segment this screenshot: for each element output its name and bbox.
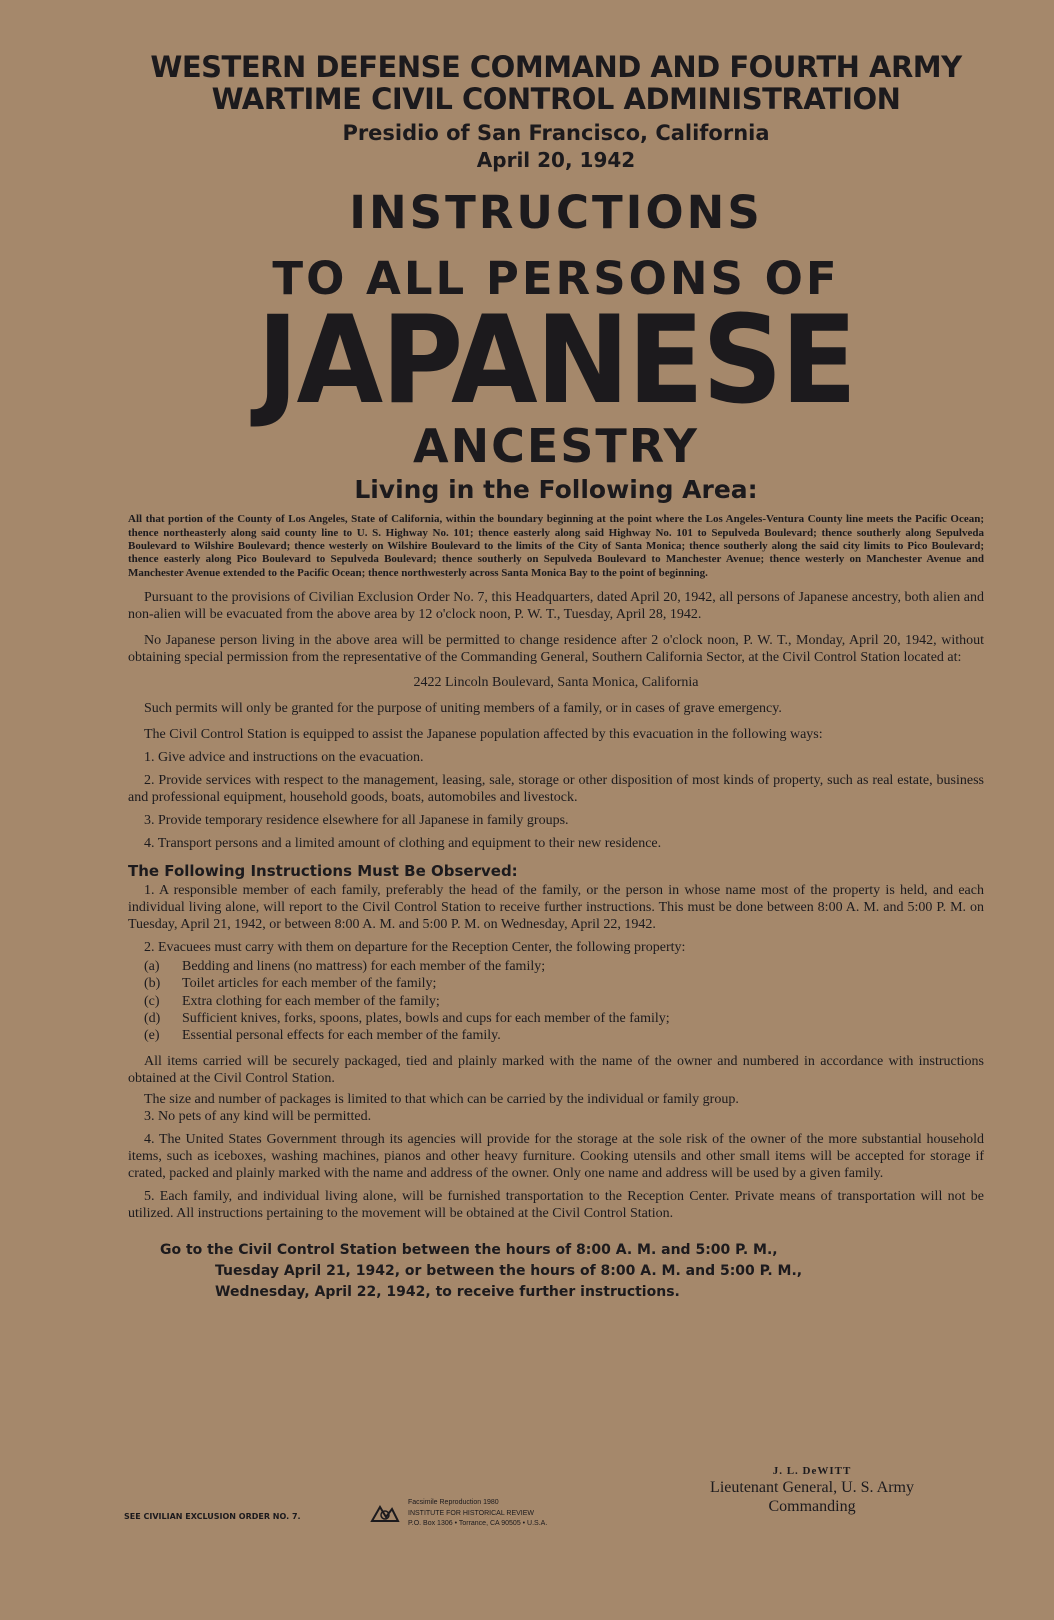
item-text: Sufficient knives, forks, spoons, plates, bowls and cups for each member of the family;: [182, 1010, 670, 1026]
ihr-logo-icon: [370, 1503, 400, 1525]
facsimile-address: P.O. Box 1306 • Torrance, CA 90505 • U.S.A.: [408, 1520, 548, 1527]
signature-rank: Lieutenant General, U. S. Army: [710, 1479, 914, 1497]
paragraph-station: The Civil Control Station is equipped to assist the Japanese population affected by this evacuation in the following ways:: [144, 726, 823, 742]
instruction-1: 1. A responsible member of each family, preferably the head of the family, or the person in whose name most of the property is held, and each individual living alone, will report to the Civil Control Station to receive further instructions. This must be done between 8:00 A. M. and 5:00 P. M. on Tuesday, April 21, 1942, or between 8:00 A. M. and 5:00 P. M. on Wednesday, April 22, 1942.: [128, 883, 984, 933]
item-key: (e): [144, 1027, 160, 1043]
header-command: WESTERN DEFENSE COMMAND AND FOURTH ARMY: [150, 50, 962, 84]
paragraph-evacuation: Pursuant to the provisions of Civilian Exclusion Order No. 7, this Headquarters, dated April 20, 1942, all persons of Japanese ancestry, both alien and non-alien will be evacuated from the above area by 12 o'clock noon, P. W. T., Tuesday, April 28, 1942.: [128, 590, 984, 623]
instructions-heading: The Following Instructions Must Be Observed:: [128, 862, 518, 881]
signature-name: J. L. DeWITT: [772, 1465, 852, 1477]
way-item: 4. Transport persons and a limited amount of clothing and equipment to their new residence.: [144, 836, 662, 851]
title-living: Living in the Following Area:: [354, 474, 758, 504]
list-item: [144, 1010, 984, 1027]
facsimile-credit: [370, 1498, 547, 1530]
item-text: Toilet articles for each member of the family;: [182, 976, 437, 992]
instruction-2: 2. Evacuees must carry with them on departure for the Reception Center, the following property:: [144, 940, 686, 956]
closing-line: Go to the Civil Control Station between the hours of 8:00 A. M. and 5:00 P. M.,: [160, 1242, 778, 1259]
title-ancestry: ANCESTRY: [412, 419, 699, 474]
facsimile-year: Facsimile Reproduction 1980: [408, 1499, 499, 1506]
item-key: (c): [144, 993, 160, 1009]
signature-block: [710, 1465, 914, 1517]
closing-instructions: [160, 1240, 984, 1303]
item-key: (b): [144, 976, 161, 992]
item-text: Essential personal effects for each member of the family.: [182, 1027, 501, 1043]
station-address: 2422 Lincoln Boulevard, Santa Monica, California: [413, 674, 699, 690]
facsimile-institute: INSTITUTE FOR HISTORICAL REVIEW: [408, 1509, 535, 1517]
list-item: [144, 958, 984, 975]
item-key: (d): [144, 1010, 161, 1026]
way-item: 3. Provide temporary residence elsewhere for all Japanese in family groups.: [144, 812, 569, 828]
title-instructions: INSTRUCTIONS: [349, 185, 763, 239]
way-item: 1. Give advice and instructions on the evacuation.: [144, 749, 424, 765]
paragraph-package-limit: The size and number of packages is limited to that which can be carried by the individual or family group.: [144, 1091, 739, 1107]
header-date: April 20, 1942: [476, 147, 636, 172]
list-item: [144, 993, 984, 1010]
exclusion-order-reference: SEE CIVILIAN EXCLUSION ORDER NO. 7.: [124, 1512, 301, 1521]
closing-line: Tuesday April 21, 1942, or between the hours of 8:00 A. M. and 5:00 P. M.,: [215, 1263, 803, 1280]
item-text: Extra clothing for each member of the family;: [182, 993, 440, 1009]
header-administration: WARTIME CIVIL CONTROL ADMINISTRATION: [211, 81, 901, 116]
list-item: [144, 975, 984, 992]
list-item: [144, 1027, 984, 1044]
area-description: All that portion of the County of Los Angeles, State of California, within the boundary beginning at the point where the Los Angeles-Ventura County line meets the Pacific Ocean; thence northeasterly along said county line to U. S. Highway No. 101; thence easterly along said Highway No. 101 to Sepulveda Boulevard; thence southerly along Sepulveda Boulevard to Wilshire Boulevard; thence westerly on Wilshire Boulevard to the limits of the City of Santa Monica; thence southerly along the said city limits to Pico Boulevard; thence easterly along Pico Boulevard to Sepulveda Boulevard; thence southerly on Sepulveda Boulevard to Manchester Avenue; thence westerly on Manchester Avenue and Manchester Avenue extended to the Pacific Ocean; thence northwesterly across Santa Monica Bay to the point of beginning.: [128, 513, 984, 579]
instruction-3: 3. No pets of any kind will be permitted.: [144, 1109, 372, 1125]
title-to-all: TO ALL PERSONS OF: [272, 252, 840, 306]
property-list: [144, 958, 984, 1043]
closing-line: Wednesday, April 22, 1942, to receive further instructions.: [215, 1284, 680, 1301]
title-japanese: JAPANESE: [256, 290, 856, 432]
signature-role: Commanding: [768, 1498, 856, 1516]
paragraph-permits: Such permits will only be granted for the purpose of uniting members of a family, or in cases of grave emergency.: [144, 700, 782, 716]
way-item: 2. Provide services with respect to the management, leasing, sale, storage or other disposition of most kinds of property, such as real estate, business and professional equipment, household goods, boats, automobiles and livestock.: [128, 772, 984, 805]
header-location: Presidio of San Francisco, California: [342, 120, 770, 145]
instruction-4: 4. The United States Government through its agencies will provide for the storage at the sole risk of the owner of the more substantial household items, such as iceboxes, washing machines, pianos and other heavy furniture. Cooking utensils and other small items will be accepted for storage if crated, packed and plainly marked with the name and address of the owner. Only one name and address will be used by a given family.: [128, 1132, 984, 1182]
item-text: Bedding and linens (no mattress) for each member of the family;: [182, 959, 546, 975]
paragraph-packaging: All items carried will be securely packaged, tied and plainly marked with the name of the owner and numbered in accordance with instructions obtained at the Civil Control Station.: [128, 1053, 984, 1086]
item-key: (a): [144, 959, 160, 975]
paragraph-residence: No Japanese person living in the above area will be permitted to change residence after 2 o'clock noon, P. W. T., Monday, April 20, 1942, without obtaining special permission from the representative of the Commanding General, Southern California Sector, at the Civil Control Station located at:: [128, 633, 984, 666]
instruction-5: 5. Each family, and individual living alone, will be furnished transportation to the Reception Center. Private means of transportation will not be utilized. All instructions pertaining to the movement will be obtained at the Civil Control Station.: [128, 1189, 984, 1222]
